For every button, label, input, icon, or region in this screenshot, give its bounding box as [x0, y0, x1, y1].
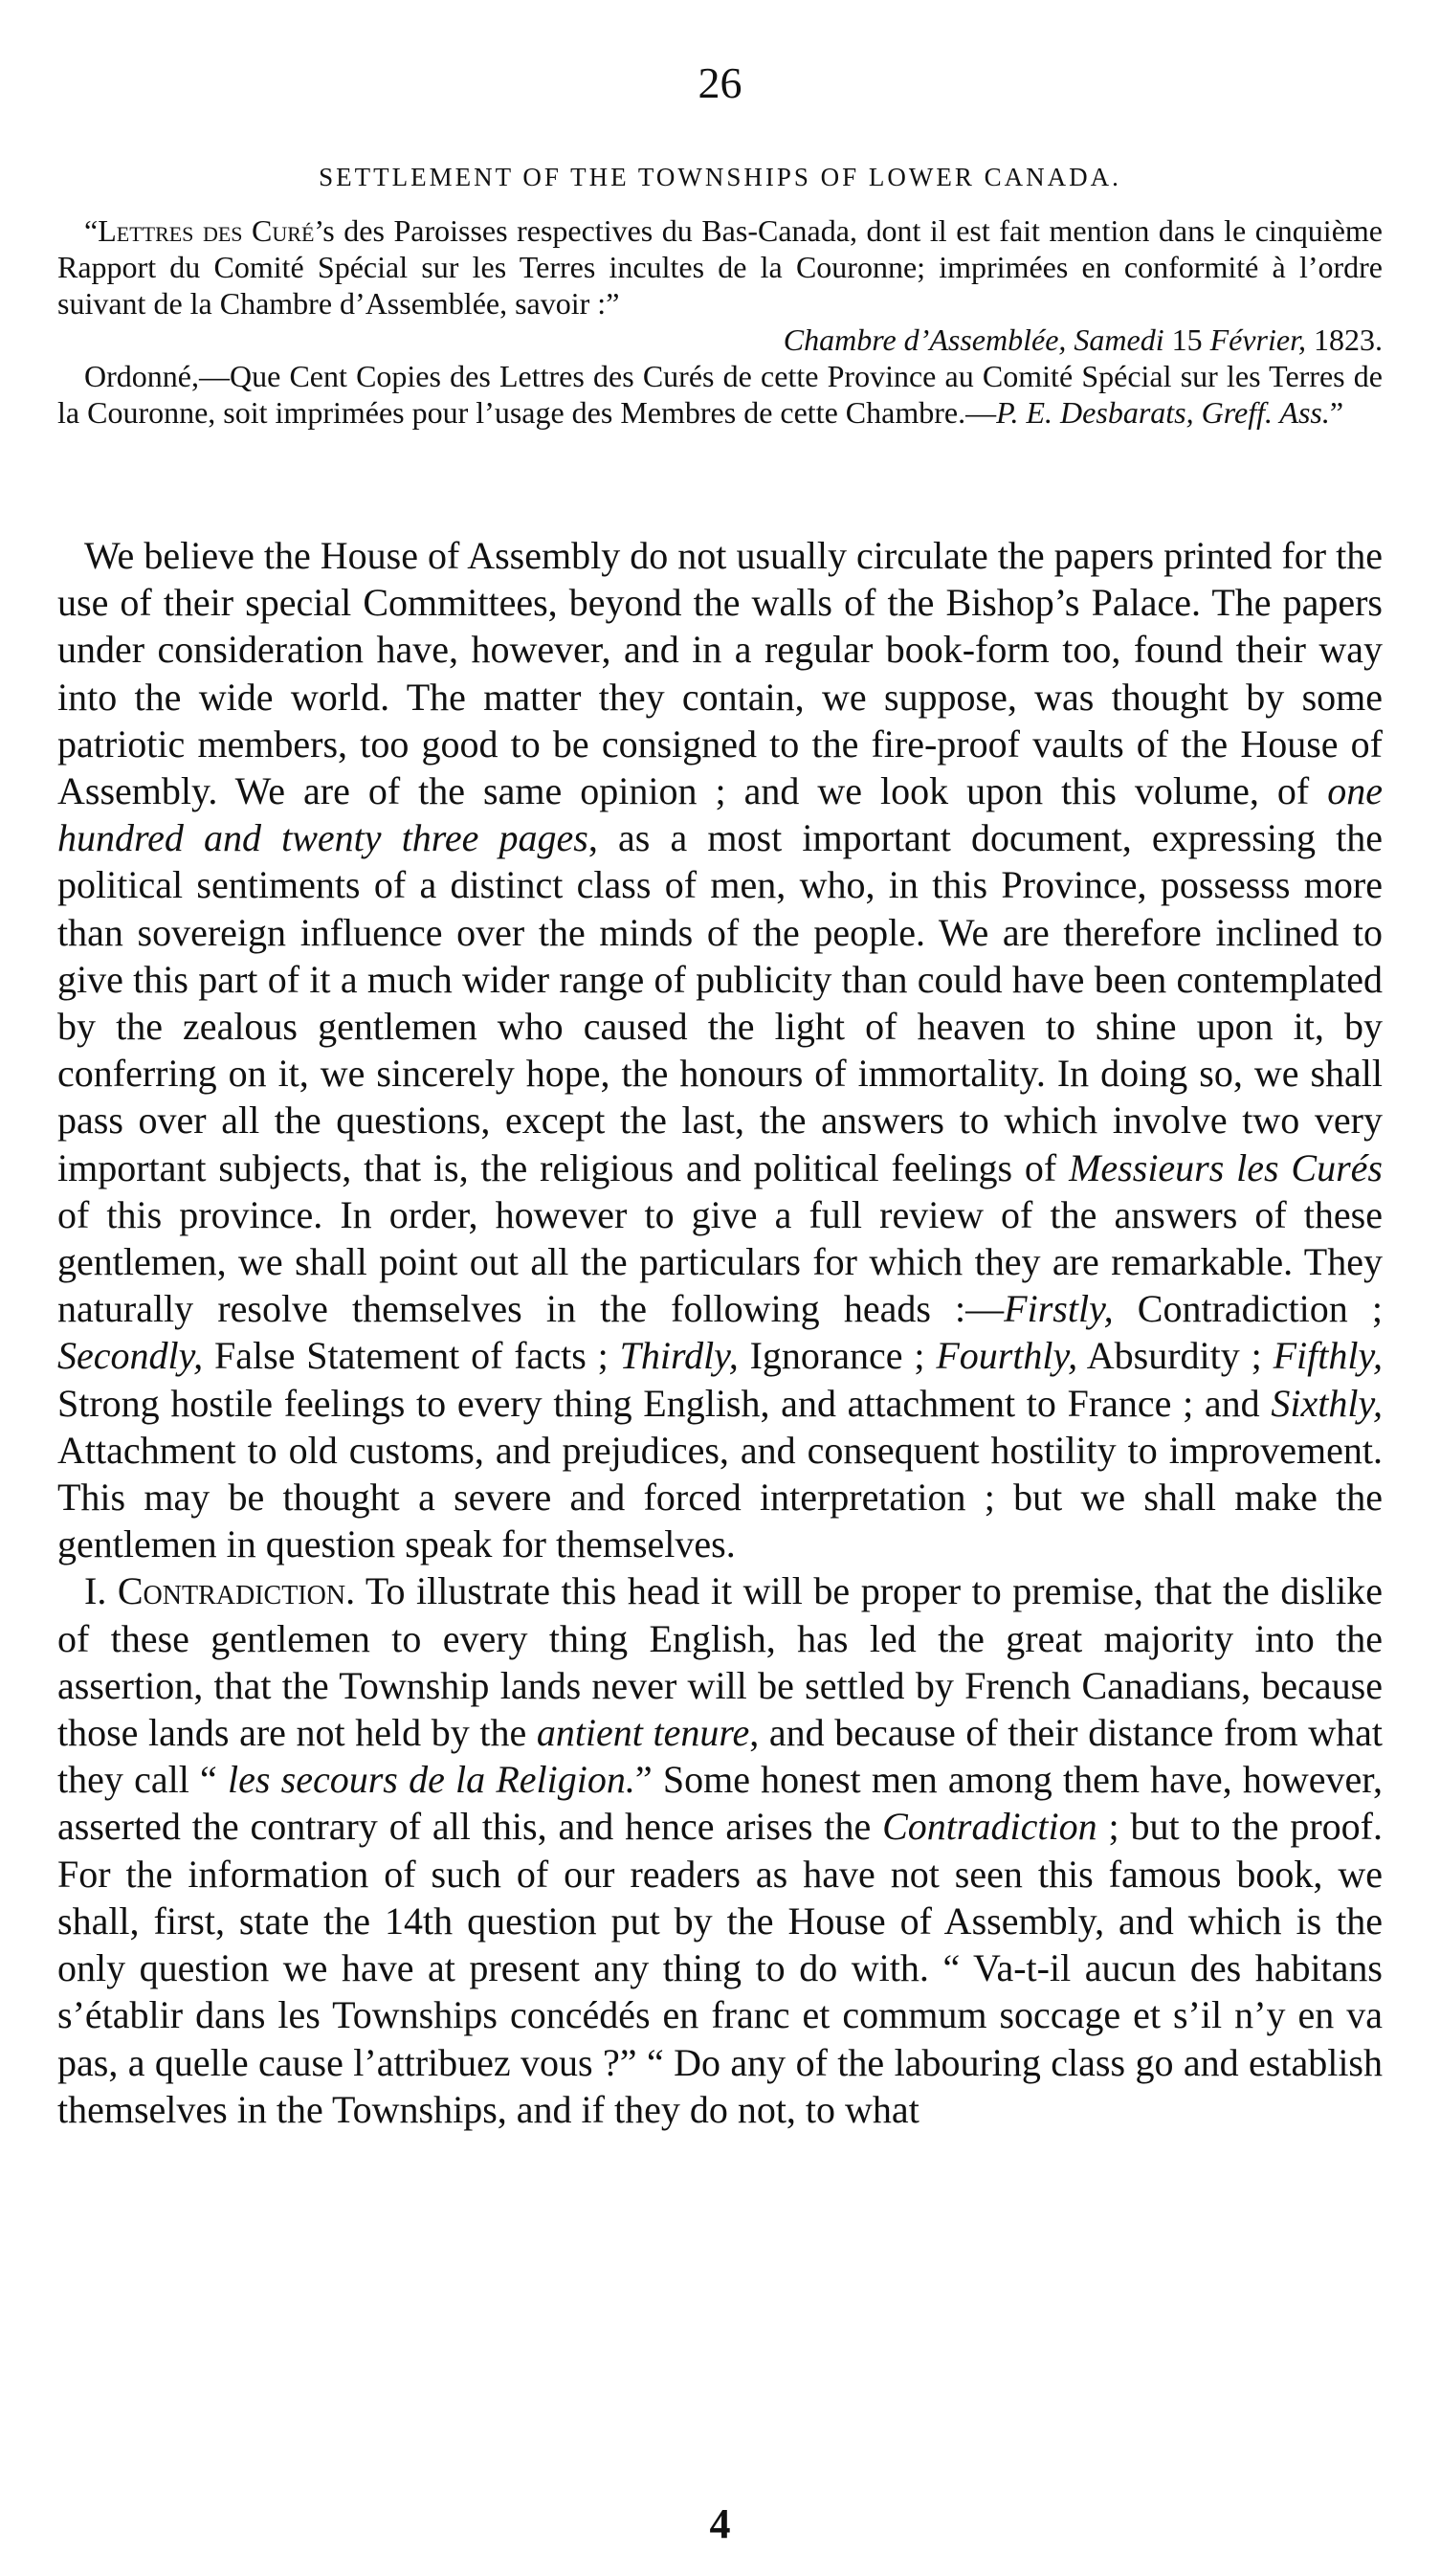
paragraph-1: We believe the House of Assembly do not usually circulate the papers printed for the use of their special Committees, beyond the walls of the Bishop’s Palace. The papers under consideration have, however, and in a regular book-form too, found their way into the wide world. The matter they contain, we suppose, was thought by some patriotic members, too good to be consigned to the fire-proof vaults of the House of Assembly. We are of the same opinion ; and we look upon this volume, of one hundred and twenty three pages, as a most important document, expressing the political sentiments of a distinct class of men, who, in this Province, possesss more than sovereign influence over the minds of the people. We are therefore inclined to give this part of it a much wider range of publicity than could have been contemplated by the zealous gentlemen who caused the light of heaven to shine upon it, by conferring on it, we sincerely hope, the honours of immortality. In doing so, we shall pass over all the questions, except the last, the answers to which involve two very important subjects, that is, the religious and political feelings of Messieurs les Curés of this province. In order, however to give a full review of the answers of these gentlemen, we shall point out all the particulars for which they are remarkable. They naturally resolve themselves in the following heads :—Firstly, Contradiction ; Secondly, False Statement of facts ; Thirdly, Ignorance ; Fourthly, Absurdity ; Fifthly, Strong hostile feelings to every thing English, and attachment to France ; and Sixthly, Attachment to old customs, and prejudices, and consequent hostility to improvement. This may be thought a severe and forced interpretation ; but we shall make the gentlemen in question speak for themselves. [57, 534, 1384, 1566]
main-text [57, 532, 1383, 2133]
open-quote: “ [84, 213, 99, 248]
lettres-small-caps: Lettres des Curé [98, 213, 315, 248]
quoted-resolution [57, 212, 1383, 431]
page-number: 26 [698, 58, 742, 107]
running-head: SETTLEMENT OF THE TOWNSHIPS OF LOWER CANADA. [319, 163, 1121, 191]
section-heading: Contradiction. [117, 1569, 356, 1613]
signature-mark: 4 [709, 2500, 731, 2547]
clerk-signature: P. E. Desbarats, Greff. Ass. [996, 395, 1330, 430]
quote-text: ’s des Paroisses respectives du Bas-Canada, dont il est fait mention dans le cinquième Rapport du Comité Spécial sur les Terres incultes de la Couronne; imprimées en conformité à l’ordre suivant de la Chambre d’Assemblée, savoir :” [57, 213, 1383, 321]
quote-paragraph [57, 212, 1383, 322]
order-paragraph: Ordonné,—Que Cent Copies des Lettres des Curés de cette Province au Comité Spécial sur les Terres de la Couronne, soit imprimées pour l’usage des Membres de cette Chambre.—P. E. Desbarats, Greff. Ass.” [57, 359, 1383, 430]
paragraph-contradiction: I. Contradiction. To illustrate this head it will be proper to premise, that the dislike of these gentlemen to every thing English, has led the great majority into the assertion, that the Township lands never will be settled by French Canadians, because those lands are not held by the antient tenure, and because of their distance from what they call “ les secours de la Religion.” Some honest men among them have, however, asserted the contrary of all this, and hence arises the Contradiction ; but to the proof. For the information of such of our readers as have not seen this famous book, we shall, first, state the 14th question put by the House of Assembly, and which is the only question we have at present any thing to do with. “ Va-t-il aucun des habitans s’établir dans les Townships concédés en franc et commum soccage et s’il n’y en va pas, a quelle cause l’attribuez vous ?” “ Do any of the labouring class go and establish themselves in the Townships, and if they do not, to what [57, 1569, 1384, 2131]
session-date: Chambre d’Assemblée, Samedi 15 Février, 1823. [783, 322, 1383, 357]
